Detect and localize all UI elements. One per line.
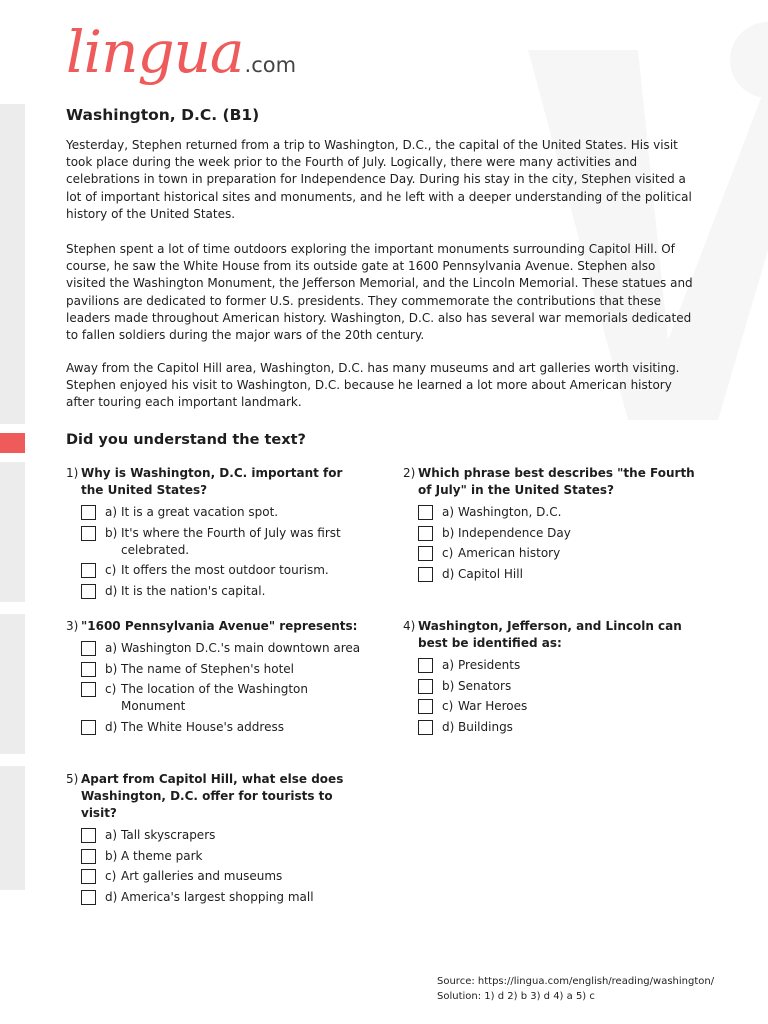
answer-checkbox[interactable]	[418, 658, 433, 673]
answer-option[interactable]	[418, 719, 708, 736]
answer-option[interactable]	[81, 827, 366, 844]
answer-checkbox[interactable]	[418, 720, 433, 735]
question-number: 3)	[66, 619, 79, 633]
question-number: 1)	[66, 466, 79, 480]
question-text: Washington, Jefferson, and Lincoln can best be identified as:	[418, 619, 682, 650]
answer-checkbox[interactable]	[81, 641, 96, 656]
answer-option[interactable]	[81, 640, 366, 657]
option-text: American history	[458, 546, 561, 560]
option-text: The White House's address	[121, 719, 284, 734]
option-letter: c)	[105, 563, 117, 577]
option-text: Buildings	[458, 719, 513, 734]
reading-paragraph: Stephen spent a lot of time outdoors exploring the important monuments surrounding Capitol Hill. Of course, he saw the White House from its outside gate at 1600 Pennsylvania Avenue. Stephen also visited the Washington Monument, the Jefferson Memorial, and the Lincoln Memorial. These statues and pavilions are dedicated to former U.S. presidents. They commemorate the contributions that these leaders made throughout American history. Washington, D.C. also has several war memorials dedicated to fallen soldiers during the major wars of the 20th century.	[66, 242, 693, 343]
option-letter: a)	[442, 505, 455, 519]
answer-checkbox[interactable]	[418, 505, 433, 520]
option-text: The name of Stephen's hotel	[121, 661, 295, 676]
option-letter: c)	[442, 546, 454, 560]
option-text: Senators	[458, 678, 512, 693]
page-title: Washington, D.C. (B1)	[66, 106, 260, 124]
option-letter: b)	[105, 661, 118, 676]
answer-checkbox[interactable]	[418, 567, 433, 582]
answer-option[interactable]	[81, 661, 366, 678]
answer-checkbox[interactable]	[81, 563, 96, 578]
side-bar-segment	[0, 766, 25, 890]
solution-line: Solution: 1) d 2) b 3) d 4) a 5) c	[437, 991, 595, 1002]
option-letter: c)	[105, 682, 117, 696]
question-text: "1600 Pennsylvania Avenue" represents:	[81, 619, 358, 633]
quiz-question-4	[403, 618, 708, 739]
answer-option[interactable]	[81, 868, 366, 885]
option-letter: c)	[105, 869, 117, 883]
option-text: Tall skyscrapers	[121, 828, 216, 842]
option-letter: d)	[105, 719, 118, 734]
option-letter: b)	[105, 525, 118, 540]
quiz-question-5	[66, 771, 366, 909]
option-text: It is the nation's capital.	[121, 583, 266, 598]
quiz-question-1	[66, 465, 366, 603]
option-letter: a)	[442, 658, 455, 672]
option-text: Presidents	[458, 658, 521, 672]
answer-option[interactable]	[81, 525, 366, 559]
option-text: Washington, D.C.	[458, 505, 562, 519]
answer-option[interactable]	[418, 698, 708, 715]
quiz-heading: Did you understand the text?	[66, 432, 306, 448]
option-text: It is a great vacation spot.	[121, 505, 279, 519]
answer-option[interactable]	[81, 562, 366, 579]
answer-checkbox[interactable]	[81, 505, 96, 520]
answer-option[interactable]	[81, 889, 366, 906]
option-letter: d)	[442, 566, 455, 581]
answer-checkbox[interactable]	[81, 584, 96, 599]
answer-checkbox[interactable]	[81, 720, 96, 735]
option-text: A theme park	[121, 848, 203, 863]
option-letter: a)	[105, 505, 118, 519]
side-bar-segment	[0, 462, 25, 602]
answer-option[interactable]	[81, 848, 366, 865]
option-text: Art galleries and museums	[121, 869, 283, 883]
answer-checkbox[interactable]	[81, 526, 96, 541]
answer-checkbox[interactable]	[418, 679, 433, 694]
question-number: 2)	[403, 466, 416, 480]
answer-option[interactable]	[81, 681, 366, 715]
source-line: Source: https://lingua.com/english/reading/washington/	[437, 976, 715, 987]
question-text: Apart from Capitol Hill, what else does Washington, D.C. offer for tourists to visit?	[81, 772, 344, 820]
question-number: 5)	[66, 772, 79, 786]
answer-checkbox[interactable]	[418, 546, 433, 561]
option-text: Capitol Hill	[458, 566, 523, 581]
side-bar-segment	[0, 104, 25, 424]
quiz-question-3	[66, 618, 366, 739]
answer-checkbox[interactable]	[81, 890, 96, 905]
question-text: Which phrase best describes "the Fourth of July" in the United States?	[418, 466, 695, 497]
option-text: America's largest shopping mall	[121, 889, 314, 904]
answer-option[interactable]	[418, 657, 708, 674]
answer-checkbox[interactable]	[81, 869, 96, 884]
logo-wordmark: lingua	[66, 18, 244, 86]
question-text: Why is Washington, D.C. important for the United States?	[81, 466, 343, 497]
option-letter: b)	[105, 848, 118, 863]
answer-option[interactable]	[418, 504, 708, 521]
page-footer	[437, 974, 714, 1004]
answer-option[interactable]	[81, 504, 366, 521]
logo-suffix: .com	[244, 53, 297, 77]
option-letter: d)	[442, 719, 455, 734]
option-letter: c)	[442, 699, 454, 713]
question-number: 4)	[403, 619, 416, 633]
answer-option[interactable]	[418, 525, 708, 542]
reading-paragraph: Yesterday, Stephen returned from a trip to Washington, D.C., the capital of the United States. His visit took place during the week prior to the Fourth of July. Logically, there were many activities and celebrations in town in preparation for Independence Day. During his stay in the city, Stephen visited a lot of important historical sites and monuments, and he left with a deeper understanding of the political history of the United States.	[66, 138, 692, 221]
lingua-logo	[66, 18, 296, 86]
option-text: Washington D.C.'s main downtown area	[121, 641, 361, 655]
option-letter: a)	[105, 641, 118, 655]
option-text: The location of the Washington Monument	[121, 682, 308, 713]
option-letter: a)	[105, 828, 118, 842]
answer-checkbox[interactable]	[81, 662, 96, 677]
side-bar-accent	[0, 433, 25, 453]
answer-checkbox[interactable]	[418, 699, 433, 714]
answer-option[interactable]	[81, 719, 366, 736]
side-bar-segment	[0, 614, 25, 754]
answer-option[interactable]	[418, 566, 708, 583]
option-text: It's where the Fourth of July was first celebrated.	[121, 525, 341, 557]
option-text: Independence Day	[458, 525, 571, 540]
reading-paragraph: Away from the Capitol Hill area, Washington, D.C. has many museums and art galleries worth visiting. Stephen enjoyed his visit to Washington, D.C. because he learned a lot more about American history after touring each important landmark.	[66, 361, 680, 410]
option-text: It offers the most outdoor tourism.	[121, 563, 329, 577]
option-letter: d)	[105, 583, 118, 598]
answer-checkbox[interactable]	[81, 682, 96, 697]
answer-checkbox[interactable]	[418, 526, 433, 541]
option-text: War Heroes	[458, 699, 528, 713]
option-letter: b)	[442, 525, 455, 540]
answer-checkbox[interactable]	[81, 849, 96, 864]
option-letter: d)	[105, 889, 118, 904]
answer-option[interactable]	[418, 678, 708, 695]
quiz-question-2	[403, 465, 708, 586]
answer-option[interactable]	[418, 545, 708, 562]
answer-option[interactable]	[81, 583, 366, 600]
answer-checkbox[interactable]	[81, 828, 96, 843]
option-letter: b)	[442, 678, 455, 693]
